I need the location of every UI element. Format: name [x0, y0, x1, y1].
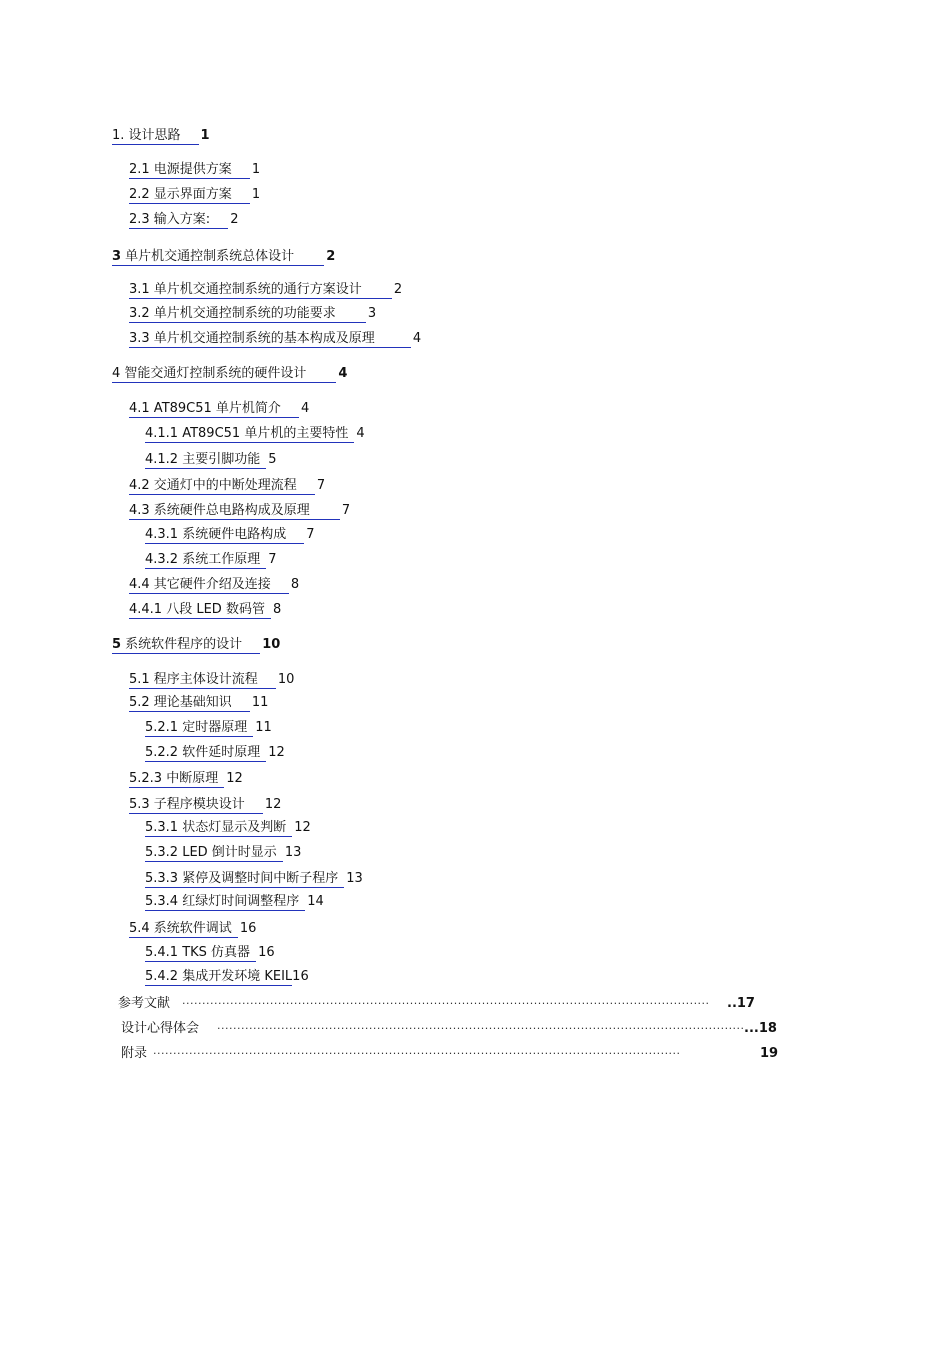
- toc-entry-5-4-2[interactable]: [145, 969, 309, 986]
- toc-entry-page: 12: [268, 745, 285, 760]
- toc-entry-3-2[interactable]: [129, 306, 376, 323]
- toc-entry-page: 1: [251, 187, 261, 202]
- toc-entry-2-2[interactable]: [129, 187, 260, 204]
- toc-entry-page: 4: [356, 426, 365, 441]
- toc-entry-page: 10: [277, 672, 295, 687]
- toc-entry-2-1[interactable]: [129, 162, 260, 179]
- toc-entry-page: 13: [346, 871, 363, 886]
- toc-entry-label[interactable]: 4.3.1 系统硬件电路构成: [145, 527, 304, 544]
- toc-entry-label[interactable]: 2.2 显示界面方案: [129, 187, 250, 204]
- toc-entry-page: 12: [264, 797, 282, 812]
- toc-entry-label[interactable]: 4.1.1 AT89C51 单片机的主要特性: [145, 426, 354, 443]
- toc-entry-title: 系统软件程序的设计: [121, 637, 243, 652]
- toc-entry-page: 2: [326, 249, 336, 264]
- toc-entry-label[interactable]: 3.2 单片机交通控制系统的功能要求: [129, 306, 366, 323]
- toc-entry-title: 单片机交通控制系统总体设计: [121, 249, 295, 264]
- toc-entry-4-1-1[interactable]: [145, 426, 365, 443]
- toc-entry-page: 16: [258, 945, 275, 960]
- toc-entry-page: 7: [306, 527, 315, 542]
- toc-entry-2-3[interactable]: [129, 212, 238, 229]
- toc-entry-5-4-1[interactable]: [145, 945, 275, 962]
- toc-entry-5[interactable]: [112, 637, 280, 654]
- toc-entry-label[interactable]: 4.3.2 系统工作原理: [145, 552, 266, 569]
- toc-entry-label: 附录: [121, 1046, 148, 1061]
- toc-entry-page: 2: [230, 212, 239, 227]
- toc-entry-4-3-2[interactable]: [145, 552, 277, 569]
- toc-entry-label[interactable]: 4.4 其它硬件介绍及连接: [129, 577, 289, 594]
- toc-entry-label[interactable]: 4.1.2 主要引脚功能: [145, 452, 266, 469]
- toc-entry-4[interactable]: [112, 366, 347, 383]
- toc-entry-label[interactable]: 5.4 系统软件调试: [129, 921, 238, 938]
- toc-entry-label[interactable]: 2.1 电源提供方案: [129, 162, 250, 179]
- toc-entry-page: 4: [412, 331, 422, 346]
- toc-entry-5-2-2[interactable]: [145, 745, 285, 762]
- toc-entry-4-4[interactable]: [129, 577, 299, 594]
- toc-entry-page: 12: [294, 820, 311, 835]
- toc-entry-page: 4: [338, 366, 348, 381]
- toc-entry-label[interactable]: 4.4.1 八段 LED 数码管: [129, 602, 271, 619]
- toc-entry-label[interactable]: 4.1 AT89C51 单片机简介: [129, 401, 299, 418]
- toc-entry-4-1[interactable]: [129, 401, 309, 418]
- toc-entry-page: 1: [251, 162, 261, 177]
- toc-entry-label[interactable]: 5.3.4 红绿灯时间调整程序: [145, 894, 305, 911]
- toc-entry-page: 11: [251, 695, 269, 710]
- dot-leader: ····································································································································: [153, 1047, 681, 1060]
- toc-entry-4-1-2[interactable]: [145, 452, 277, 469]
- toc-entry-page: 5: [268, 452, 277, 467]
- toc-entry-page: 19: [760, 1046, 779, 1061]
- toc-entry-label[interactable]: 1. 设计思路: [112, 128, 199, 145]
- toc-entry-label[interactable]: 5.2 理论基础知识: [129, 695, 250, 712]
- toc-entry-label[interactable]: [112, 249, 324, 266]
- toc-entry-5-4[interactable]: [129, 921, 256, 938]
- toc-entry-page: 8: [272, 602, 282, 617]
- toc-entry-label[interactable]: 5.3 子程序模块设计: [129, 797, 263, 814]
- toc-entry-label[interactable]: 5.2.3 中断原理: [129, 771, 224, 788]
- toc-entry-label[interactable]: 5.2.2 软件延时原理: [145, 745, 266, 762]
- toc-entry-label[interactable]: 5.3.2 LED 倒计时显示: [145, 845, 283, 862]
- toc-entry-label: 参考文献: [118, 996, 171, 1011]
- toc-entry-label[interactable]: 3.1 单片机交通控制系统的通行方案设计: [129, 282, 392, 299]
- toc-entry-number: 5: [112, 637, 122, 652]
- toc-entry-references[interactable]: [118, 996, 778, 1014]
- toc-entry-page: 1: [200, 128, 210, 143]
- toc-entry-label[interactable]: 5.2.1 定时器原理: [145, 720, 253, 737]
- toc-entry-label[interactable]: 4.3 系统硬件总电路构成及原理: [129, 503, 340, 520]
- toc-entry-label[interactable]: 5.1 程序主体设计流程: [129, 672, 276, 689]
- toc-entry-4-4-1[interactable]: [129, 602, 281, 619]
- toc-entry-5-3[interactable]: [129, 797, 281, 814]
- toc-entry-page: 4: [300, 401, 310, 416]
- toc-entry-3-3[interactable]: [129, 331, 421, 348]
- toc-entry-label[interactable]: 5.4.2 集成开发环境 KEIL: [145, 969, 293, 984]
- toc-entry-label[interactable]: 2.3 输入方案:: [129, 212, 228, 229]
- toc-entry-label[interactable]: [112, 637, 260, 654]
- toc-entry-label[interactable]: 5.4.1 TKS 仿真器: [145, 945, 256, 962]
- toc-entry-label[interactable]: 4.2 交通灯中的中断处理流程: [129, 478, 315, 495]
- toc-entry-page: 13: [284, 845, 302, 860]
- toc-entry-5-1[interactable]: [129, 672, 294, 689]
- toc-entry-5-2[interactable]: [129, 695, 268, 712]
- toc-entry-3[interactable]: [112, 249, 335, 266]
- toc-entry-label[interactable]: 5.3.1 状态灯显示及判断: [145, 820, 292, 837]
- toc-entry-1[interactable]: [112, 128, 210, 145]
- toc-entry-label: 设计心得体会: [121, 1021, 200, 1036]
- toc-entry-5-3-4[interactable]: [145, 894, 324, 911]
- toc-entry-page: 7: [341, 503, 351, 518]
- toc-entry-page: 14: [307, 894, 324, 909]
- toc-entry-number: 3: [112, 249, 122, 264]
- toc-entry-5-3-2[interactable]: [145, 845, 301, 862]
- toc-entry-page: ..17: [727, 996, 755, 1011]
- dot-leader: ····································································································································: [217, 1022, 745, 1035]
- toc-entry-page: 16: [292, 969, 309, 984]
- toc-entry-5-2-1[interactable]: [145, 720, 272, 737]
- toc-entry-4-2[interactable]: [129, 478, 325, 495]
- toc-entry-appendix[interactable]: [121, 1046, 781, 1064]
- toc-entry-page: 8: [290, 577, 300, 592]
- toc-entry-label[interactable]: 4 智能交通灯控制系统的硬件设计: [112, 366, 336, 383]
- toc-entry-page: 12: [226, 771, 243, 786]
- toc-entry-5-2-3[interactable]: [129, 771, 243, 788]
- toc-entry-page: 7: [268, 552, 277, 567]
- toc-entry-page: 7: [316, 478, 326, 493]
- toc-entry-page: 16: [239, 921, 257, 936]
- toc-entry-label[interactable]: 3.3 单片机交通控制系统的基本构成及原理: [129, 331, 411, 348]
- toc-entry-design-experience[interactable]: [121, 1021, 781, 1039]
- toc-entry-page: 11: [255, 720, 272, 735]
- toc-entry-page: 2: [393, 282, 403, 297]
- toc-entry-page: ...18: [744, 1021, 777, 1036]
- toc-entry-label[interactable]: 5.3.3 紧停及调整时间中断子程序: [145, 871, 344, 888]
- toc-entry-3-1[interactable]: [129, 282, 402, 299]
- toc-entry-page: 3: [367, 306, 377, 321]
- toc-entry-4-3[interactable]: [129, 503, 350, 520]
- dot-leader: ····································································································································: [182, 997, 710, 1010]
- toc-entry-5-3-3[interactable]: [145, 871, 363, 888]
- toc-entry-4-3-1[interactable]: [145, 527, 315, 544]
- toc-entry-5-3-1[interactable]: [145, 820, 311, 837]
- toc-entry-page: 10: [262, 637, 281, 652]
